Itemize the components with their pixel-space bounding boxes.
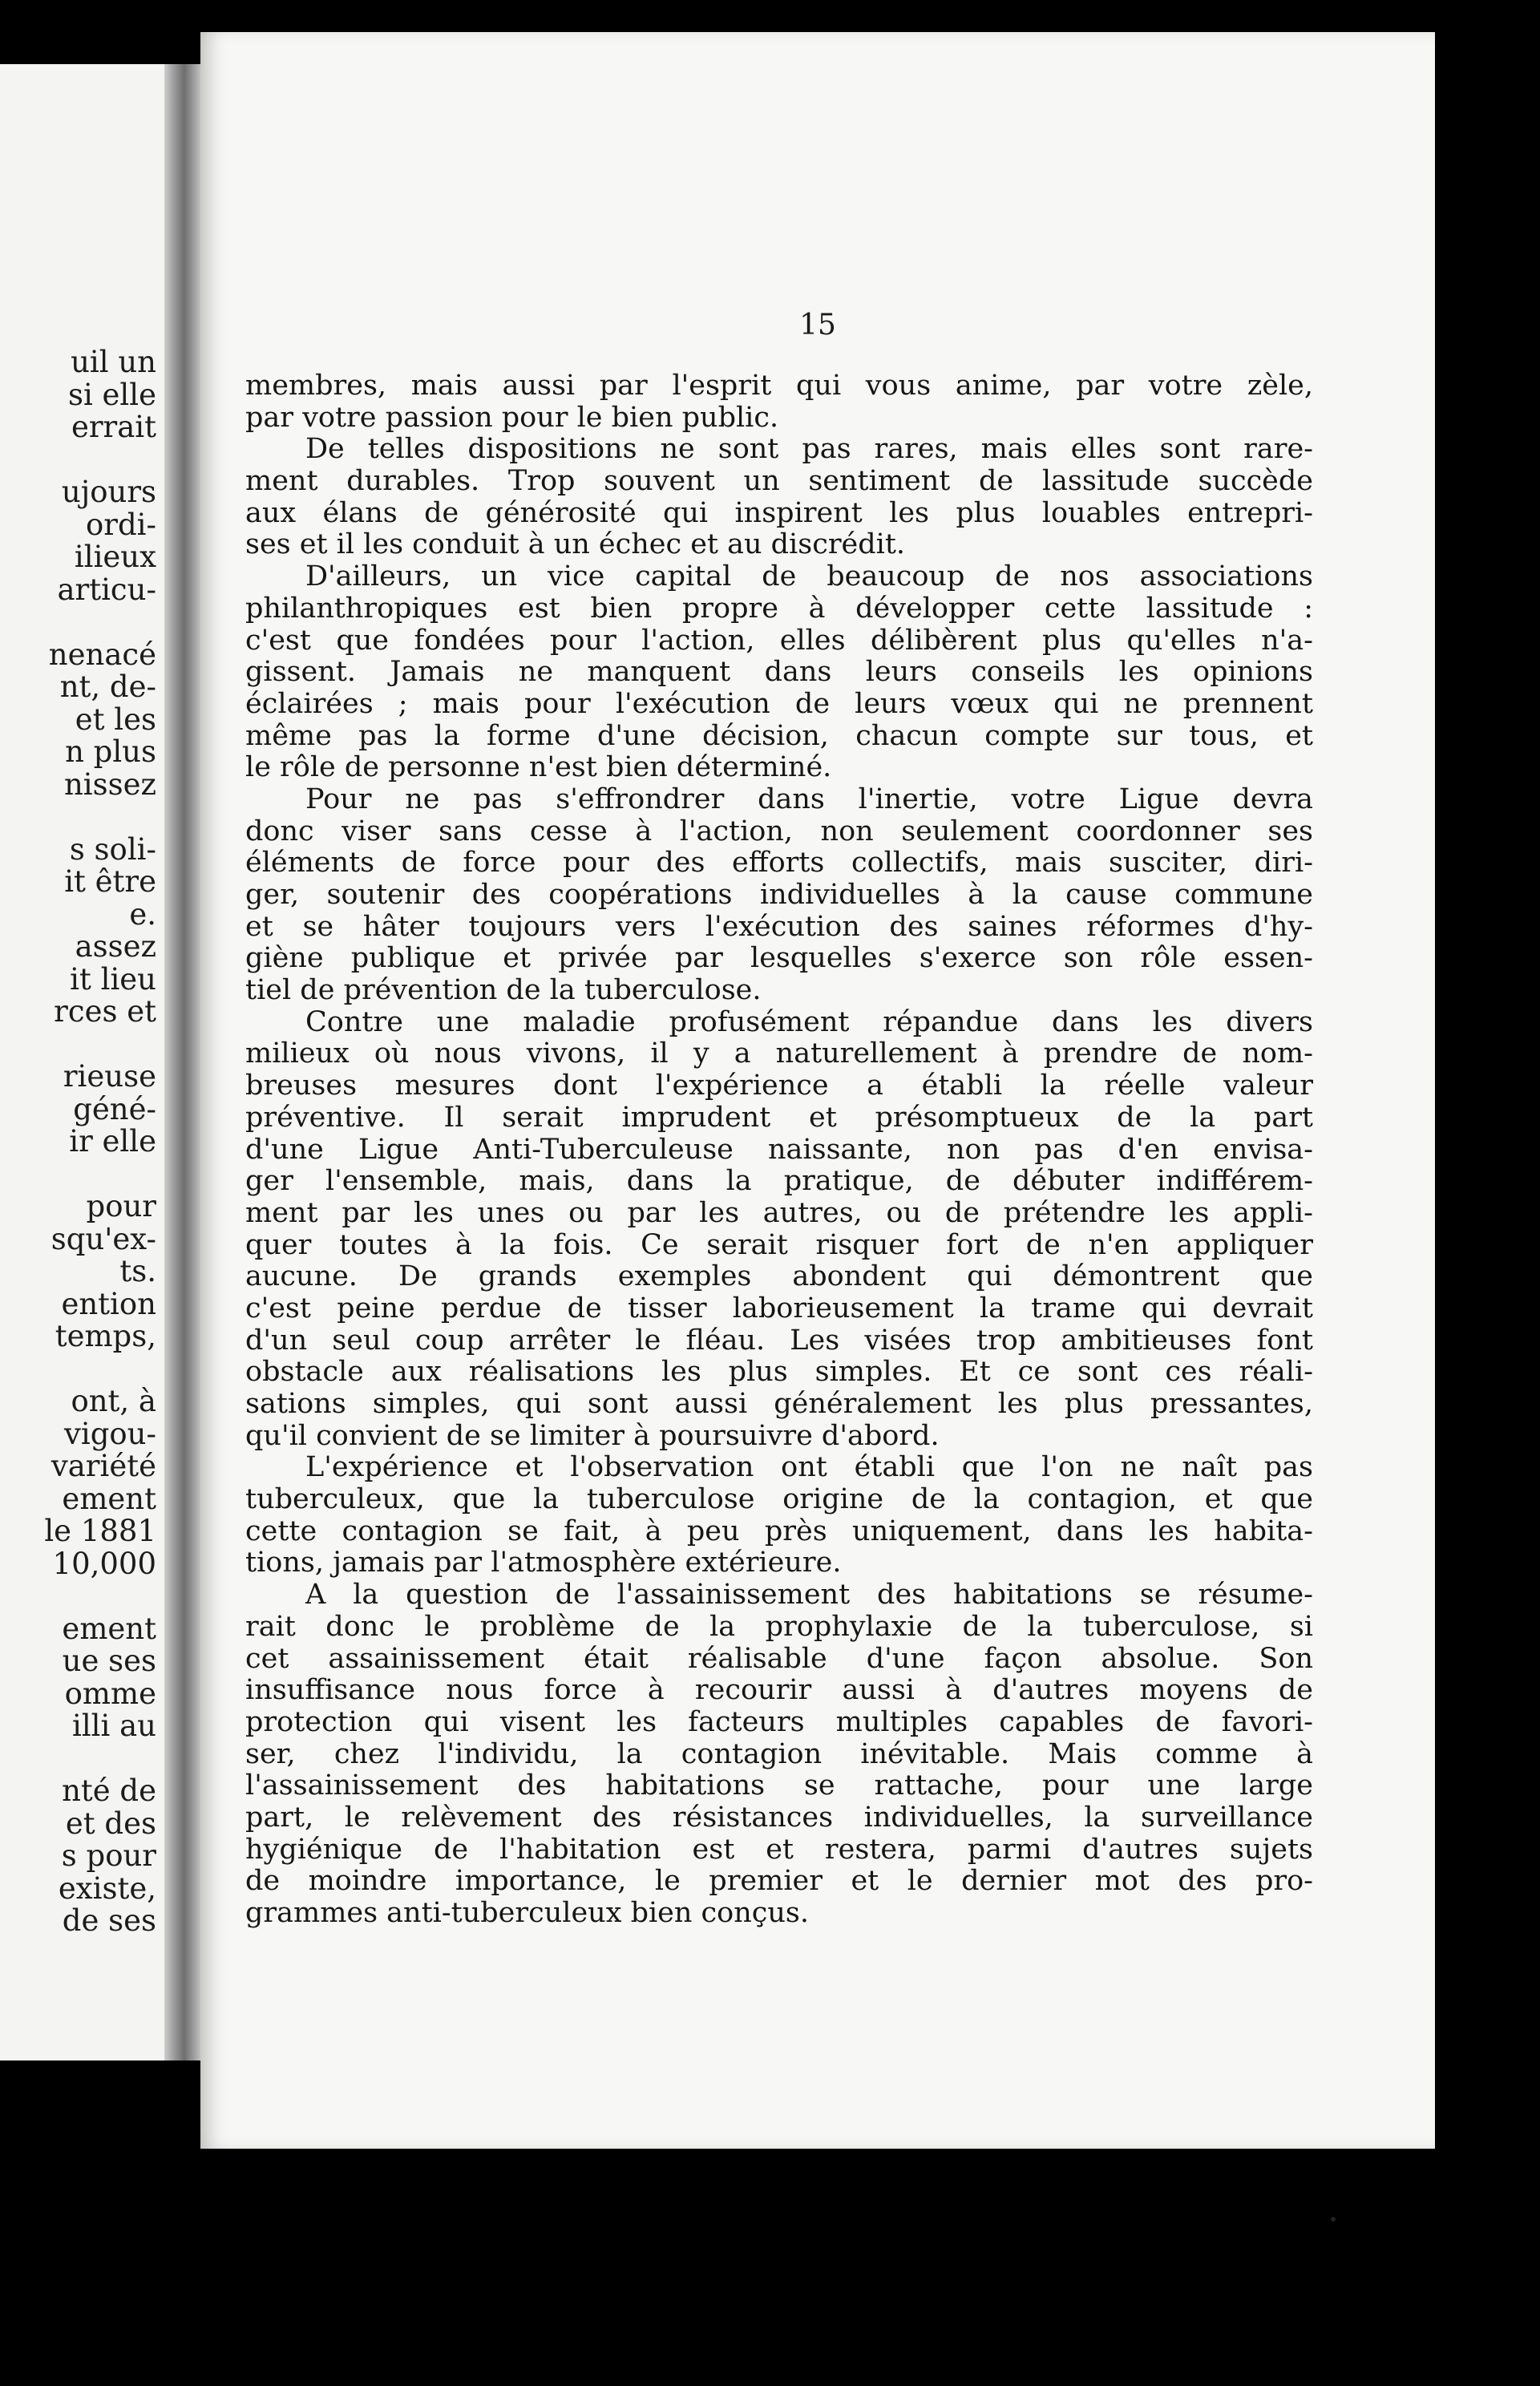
text-line: ment par les unes ou par les autres, ou de prétendre les appli- bbox=[245, 1196, 1313, 1229]
left-page-line: ue ses bbox=[62, 1644, 156, 1678]
left-page-line: squ'ex- bbox=[51, 1221, 156, 1256]
stray-ink-mark bbox=[1331, 2217, 1336, 2222]
text-line: ger l'ensemble, mais, dans la pratique, de débuter indifférem- bbox=[245, 1165, 1313, 1198]
text-line: Pour ne pas s'effrondrer dans l'inertie, votre Ligue devra bbox=[305, 783, 1313, 815]
text-line: protection qui visent les facteurs multiples capables de favori- bbox=[245, 1705, 1313, 1738]
left-page-line: ts. bbox=[119, 1254, 156, 1288]
text-line: aucune. De grands exemples abondent qui démontrent que bbox=[245, 1260, 1313, 1293]
left-page-line: rces et bbox=[54, 994, 156, 1029]
text-line: de moindre importance, le premier et le dernier mot des pro- bbox=[245, 1865, 1313, 1898]
text-line: milieux où nous vivons, il y a naturellement à prendre de nom- bbox=[245, 1037, 1313, 1070]
text-line: l'assainissement des habitations se rattache, pour une large bbox=[245, 1769, 1313, 1802]
text-line: ser, chez l'individu, la contagion inévitable. Mais comme à bbox=[245, 1737, 1313, 1770]
text-line: et se hâter toujours vers l'exécution des saines réformes d'hy- bbox=[245, 910, 1313, 943]
text-line: A la question de l'assainissement des habitations se résume- bbox=[305, 1579, 1313, 1612]
text-line: éclairées ; mais pour l'exécution de leurs vœux qui ne prennent bbox=[245, 687, 1313, 720]
left-page-line: nenacé bbox=[48, 637, 156, 672]
left-page-line: géné- bbox=[73, 1091, 156, 1126]
left-page-text-fragments bbox=[0, 64, 164, 2060]
text-line: L'expérience et l'observation ont établi que l'on ne naît pas bbox=[305, 1451, 1313, 1484]
text-line: hygiénique de l'habitation est et restera, parmi d'autres sujets bbox=[245, 1833, 1313, 1866]
text-line: c'est peine perdue de tisser laborieusement la trame qui devrait bbox=[245, 1292, 1313, 1324]
text-line: aux élans de générosité qui inspirent les plus louables entrepri- bbox=[245, 496, 1313, 529]
text-line: De telles dispositions ne sont pas rares, mais elles sont rare- bbox=[305, 433, 1313, 466]
left-page-line: nté de bbox=[62, 1773, 156, 1808]
text-line: d'une Ligue Anti-Tuberculeuse naissante, non pas d'en envisa- bbox=[245, 1133, 1313, 1166]
text-line: éléments de force pour des efforts collectifs, mais susciter, diri- bbox=[245, 847, 1313, 880]
text-line: tuberculeux, que la tuberculose origine de la contagion, et que bbox=[245, 1483, 1313, 1516]
left-page-line: 10,000 bbox=[52, 1546, 156, 1581]
text-line: même pas la forme d'une décision, chacun compte sur tous, et bbox=[245, 719, 1313, 752]
text-line: tiel de prévention de la tuberculose. bbox=[245, 974, 762, 1007]
left-page-line: rieuse bbox=[63, 1059, 156, 1094]
left-page-line: et des bbox=[65, 1806, 156, 1841]
text-line: Contre une maladie profusément répandue dans les divers bbox=[305, 1005, 1313, 1038]
left-page-line: pour bbox=[86, 1189, 156, 1223]
left-page-line: uil un bbox=[71, 345, 156, 379]
text-line: le rôle de personne n'est bien déterminé. bbox=[245, 751, 832, 784]
text-line: quer toutes à la fois. Ce serait risquer fort de n'en appliquer bbox=[245, 1228, 1313, 1261]
text-line: cet assainissement était réalisable d'une façon absolue. Son bbox=[245, 1642, 1313, 1675]
text-line: insuffisance nous force à recourir aussi à d'autres moyens de bbox=[245, 1674, 1313, 1707]
left-page-line: variété bbox=[51, 1449, 156, 1483]
page-number: 15 bbox=[799, 309, 836, 342]
text-line: préventive. Il serait imprudent et présomptueux de la part bbox=[245, 1101, 1313, 1134]
text-line: giène publique et privée par lesquelles s'exerce son rôle essen- bbox=[245, 942, 1313, 975]
left-page-line: ilieux bbox=[74, 540, 156, 574]
left-page-line: le 1881 bbox=[44, 1514, 156, 1548]
text-line: cette contagion se fait, à peu près uniquement, dans les habita- bbox=[245, 1515, 1313, 1547]
text-line: qu'il convient de se limiter à poursuivre d'abord. bbox=[245, 1419, 940, 1452]
left-page-line: s pour bbox=[61, 1838, 156, 1873]
left-page-line: nt, de- bbox=[59, 669, 156, 704]
text-line: rait donc le problème de la prophylaxie de la tuberculose, si bbox=[245, 1610, 1313, 1643]
text-line: ses et il les conduit à un échec et au discrédit. bbox=[245, 528, 906, 561]
left-page-line: n plus bbox=[65, 734, 156, 769]
text-line: c'est que fondées pour l'action, elles délibèrent plus qu'elles n'a- bbox=[245, 624, 1313, 657]
left-page-line: articu- bbox=[57, 572, 156, 607]
left-page-line: ement bbox=[62, 1481, 156, 1516]
left-page-line: temps, bbox=[55, 1319, 156, 1353]
left-page-line: it lieu bbox=[70, 961, 156, 997]
text-line: d'un seul coup arrêter le fléau. Les visées trop ambitieuses font bbox=[245, 1324, 1313, 1357]
left-page-line: ention bbox=[61, 1286, 156, 1321]
book-gutter bbox=[164, 64, 204, 2060]
left-page-line: ement bbox=[62, 1611, 156, 1646]
left-page-line: s soli- bbox=[69, 831, 156, 867]
left-page-line: ont, à bbox=[71, 1384, 156, 1418]
left-page-line: it être bbox=[64, 864, 156, 899]
text-line: sations simples, qui sont aussi généralement les plus pressantes, bbox=[245, 1388, 1313, 1420]
left-page-line: ujours bbox=[61, 475, 156, 509]
text-line: membres, mais aussi par l'esprit qui vous anime, par votre zèle, bbox=[245, 370, 1313, 402]
text-line: tions, jamais par l'atmosphère extérieure. bbox=[245, 1547, 842, 1579]
left-page-line: si elle bbox=[67, 377, 156, 412]
text-line: grammes anti-tuberculeux bien conçus. bbox=[245, 1897, 810, 1929]
left-page-line: illi au bbox=[72, 1709, 156, 1743]
left-page-line: assez bbox=[75, 929, 156, 964]
text-line: breuses mesures dont l'expérience a établi la réelle valeur bbox=[245, 1070, 1313, 1102]
left-page-line: ir elle bbox=[69, 1124, 156, 1159]
text-line: par votre passion pour le bien public. bbox=[245, 401, 779, 434]
left-page-line: vigou- bbox=[63, 1416, 156, 1451]
left-page-line: ordi- bbox=[86, 507, 156, 542]
text-line: part, le relèvement des résistances individuelles, la surveillance bbox=[245, 1801, 1313, 1834]
text-line: philanthropiques est bien propre à développer cette lassitude : bbox=[245, 592, 1313, 625]
text-line: donc viser sans cesse à l'action, non seulement coordonner ses bbox=[245, 815, 1313, 847]
left-page-line: existe, bbox=[58, 1870, 156, 1906]
left-page-line: errait bbox=[71, 410, 156, 444]
left-page-line: de ses bbox=[62, 1903, 156, 1938]
text-line: ment durables. Trop souvent un sentiment de lassitude succède bbox=[245, 465, 1313, 498]
left-page-line: e. bbox=[129, 896, 156, 932]
body-text bbox=[245, 370, 1313, 1930]
left-page-line: et les bbox=[75, 702, 156, 737]
left-page-line: nissez bbox=[63, 766, 156, 802]
text-line: ger, soutenir des coopérations individuelles à la cause commune bbox=[245, 879, 1313, 911]
left-page-line: omme bbox=[64, 1676, 156, 1711]
text-line: D'ailleurs, un vice capital de beaucoup de nos associations bbox=[305, 560, 1313, 593]
text-line: gissent. Jamais ne manquent dans leurs conseils les opinions bbox=[245, 656, 1313, 689]
text-line: obstacle aux réalisations les plus simples. Et ce sont ces réali- bbox=[245, 1356, 1313, 1389]
left-facing-page bbox=[0, 64, 164, 2060]
